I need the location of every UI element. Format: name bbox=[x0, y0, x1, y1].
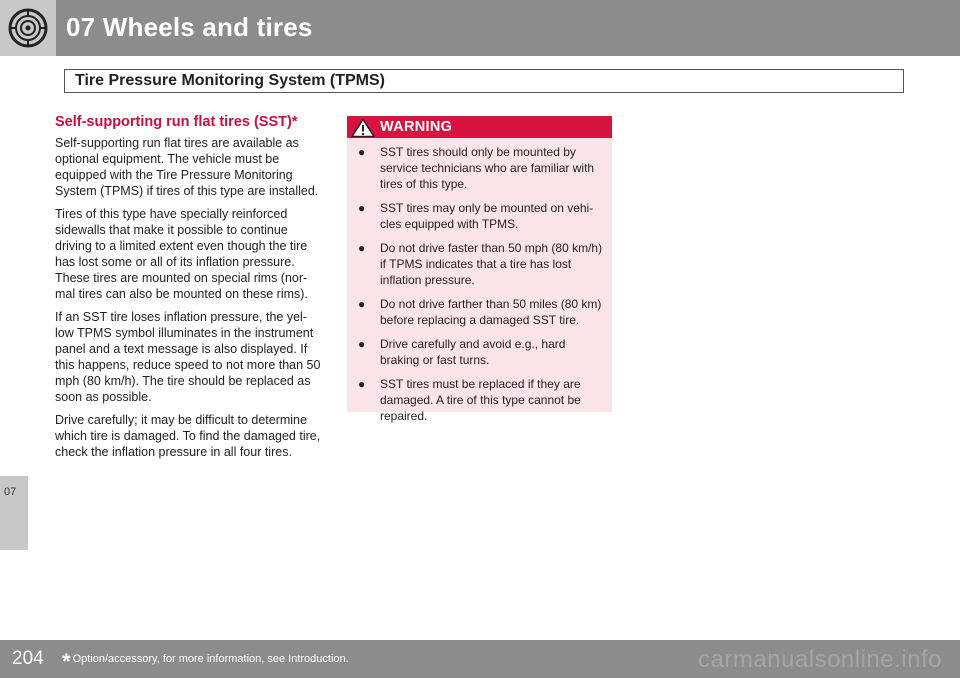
footnote bbox=[62, 649, 349, 675]
footnote-star: * bbox=[62, 649, 71, 674]
section-title: Tire Pressure Monitoring System (TPMS) bbox=[75, 72, 385, 89]
warning-item-text: Do not drive farther than 50 miles (80 km) before replacing a damaged SST tire. bbox=[380, 297, 602, 327]
page-number-box bbox=[0, 640, 56, 678]
warning-header bbox=[347, 116, 612, 138]
warning-item-text: SST tires should only be mounted by service technicians who are familiar with tires of this type. bbox=[380, 145, 595, 191]
warning-item-text: Drive carefully and avoid e.g., hard braking or fast turns. bbox=[380, 337, 566, 367]
warning-item bbox=[355, 240, 604, 288]
article-paragraph: If an SST tire loses inflation pressure, the yel-low TPMS symbol illuminates in the instrument panel and a text message is also displayed. If this happens, reduce speed to not more than 50 mph (80 km/h). The tire should be replaced as soon as possible. bbox=[55, 310, 321, 404]
warning-item bbox=[355, 296, 604, 328]
page-footer bbox=[0, 640, 960, 678]
article-paragraph: Self-supporting run flat tires are available as optional equipment. The vehicle must be equipped with the Tire Pressure Monitoring System (TPMS) if tires of this type are installed. bbox=[55, 136, 319, 198]
section-title-box bbox=[64, 69, 904, 93]
tire-icon bbox=[8, 8, 48, 48]
chapter-title: 07 Wheels and tires bbox=[66, 12, 313, 42]
article-column bbox=[55, 114, 325, 467]
warning-box bbox=[347, 116, 612, 423]
warning-item-text: SST tires must be replaced if they are damaged. A tire of this type cannot be repaired. bbox=[380, 377, 581, 423]
warning-item bbox=[355, 336, 604, 368]
bullet-icon: ● bbox=[358, 377, 366, 391]
bullet-icon: ● bbox=[358, 337, 366, 351]
warning-list bbox=[347, 138, 612, 424]
watermark: carmanualsonline.info bbox=[698, 646, 942, 673]
bullet-icon: ● bbox=[358, 241, 366, 255]
warning-item bbox=[355, 144, 604, 192]
article-heading: Self-supporting run flat tires (SST)* bbox=[55, 114, 298, 130]
warning-item bbox=[355, 376, 604, 424]
warning-item-text: SST tires may only be mounted on vehi-cles equipped with TPMS. bbox=[380, 201, 594, 231]
chapter-side-tab bbox=[0, 476, 28, 550]
bullet-icon: ● bbox=[358, 297, 366, 311]
article-paragraph: Drive carefully; it may be difficult to determine which tire is damaged. To find the damaged tire, check the inflation pressure in all four tires. bbox=[55, 413, 321, 459]
bullet-icon: ● bbox=[358, 145, 366, 159]
chapter-side-tab-label: 07 bbox=[4, 486, 17, 498]
footnote-text: Option/accessory, for more information, see Introduction. bbox=[72, 653, 349, 665]
chapter-header bbox=[0, 0, 960, 56]
warning-item bbox=[355, 200, 604, 232]
chapter-logo bbox=[0, 0, 56, 56]
warning-item-text: Do not drive faster than 50 mph (80 km/h) if TPMS indicates that a tire has lost inflation pressure. bbox=[380, 241, 603, 287]
warning-triangle-icon bbox=[351, 118, 375, 138]
page-number: 204 bbox=[12, 648, 44, 669]
article-paragraph: Tires of this type have specially reinforced sidewalls that make it possible to continue driving to a limited extent even though the tire has lost some or all of its inflation pressure. These tires are mounted on special rims (nor-mal tires can also be mounted on these rims). bbox=[55, 207, 308, 301]
warning-title: WARNING bbox=[380, 119, 453, 135]
bullet-icon: ● bbox=[358, 201, 366, 215]
